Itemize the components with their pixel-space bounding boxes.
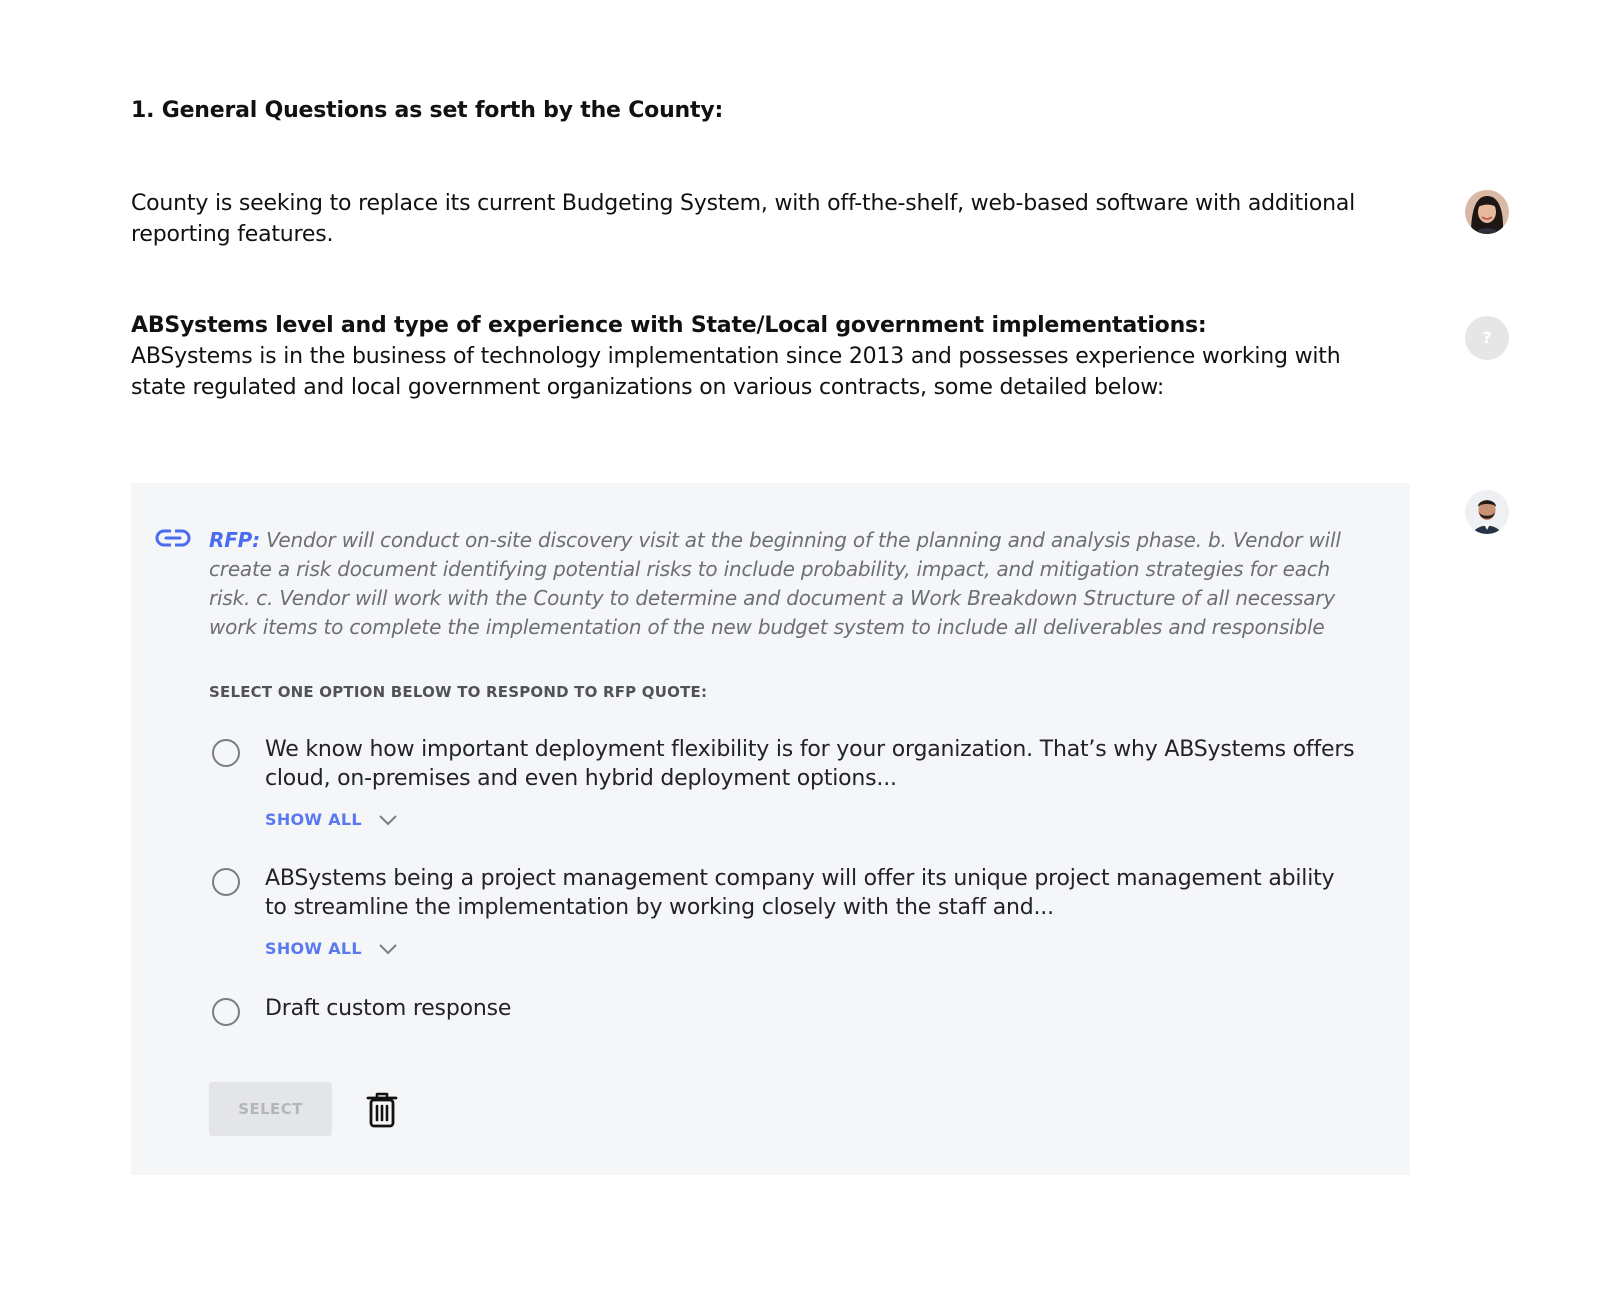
rfp-response-panel bbox=[131, 483, 1410, 1175]
avatar-man[interactable] bbox=[1465, 490, 1509, 534]
avatar-woman-image bbox=[1465, 190, 1509, 234]
chevron-down-icon bbox=[378, 814, 398, 826]
option-radio[interactable] bbox=[212, 739, 240, 767]
section-heading: 1. General Questions as set forth by the County: bbox=[131, 98, 724, 123]
show-all-button[interactable] bbox=[265, 939, 398, 958]
experience-block bbox=[131, 310, 1401, 403]
option-text: Draft custom response bbox=[265, 996, 512, 1021]
rfp-quote-text: Vendor will conduct on-site discovery visit at the beginning of the planning and analysis phase. b. Vendor will create a risk document identifying potential risks to include probability, impact, and mitigation strategies for each risk. c. Vendor will work with the County to determine and document a Work Breakdown Structure of all necessary work items to complete the implementation of the new budget system to include all deliverables and responsible bbox=[209, 528, 1341, 639]
avatar-unknown[interactable] bbox=[1465, 316, 1509, 360]
intro-paragraph: County is seeking to replace its current Budgeting System, with off-the-shelf, web-based software with additional reporting features. bbox=[131, 191, 1356, 247]
show-all-label: SHOW ALL bbox=[265, 810, 362, 829]
experience-body: ABSystems is in the business of technology implementation since 2013 and possesses experience working with state regulated and local government organizations on various contracts, some detailed below: bbox=[131, 344, 1341, 400]
avatar-woman[interactable] bbox=[1465, 190, 1509, 234]
option-radio[interactable] bbox=[212, 868, 240, 896]
option-radio[interactable] bbox=[212, 998, 240, 1026]
select-instruction: SELECT ONE OPTION BELOW TO RESPOND TO RFP QUOTE: bbox=[209, 683, 708, 701]
option-text: ABSystems being a project management company will offer its unique project management ability to streamline the implementation by working closely with the staff and... bbox=[265, 866, 1335, 920]
option-text: We know how important deployment flexibility is for your organization. That’s why ABSystems offers cloud, on-premises and even hybrid deployment options... bbox=[265, 737, 1355, 791]
chevron-down-icon bbox=[378, 943, 398, 955]
avatar-man-image bbox=[1465, 490, 1509, 534]
rfp-label: RFP: bbox=[209, 528, 260, 552]
select-button[interactable]: SELECT bbox=[209, 1082, 332, 1136]
experience-title: ABSystems level and type of experience with State/Local government implementations: bbox=[131, 313, 1207, 338]
question-mark-icon: ? bbox=[1482, 328, 1492, 347]
trash-icon[interactable] bbox=[366, 1092, 398, 1128]
rfp-quote bbox=[209, 526, 1349, 642]
show-all-button[interactable] bbox=[265, 810, 398, 829]
show-all-label: SHOW ALL bbox=[265, 939, 362, 958]
link-icon bbox=[155, 528, 191, 548]
